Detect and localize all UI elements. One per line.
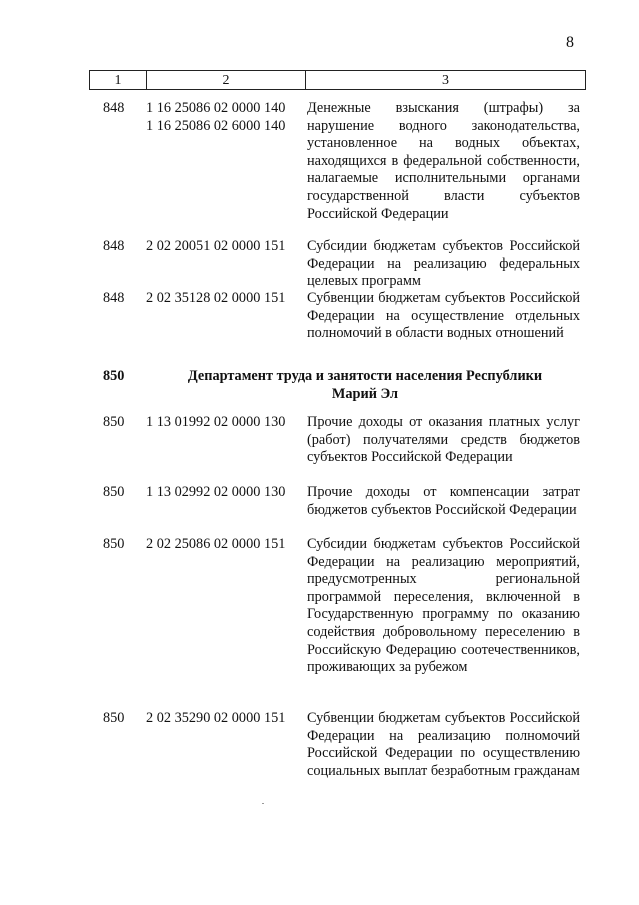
page-number: 8: [566, 34, 574, 51]
income-description: Субсидии бюджетам субъектов Российской Федерации на реализацию мероприятий, предусмотренных региональной программой переселения, включенной в Государственную программу по оказанию содействия добровольному переселению в Российскую Федерацию соотечественников, проживающих за рубежом: [307, 536, 580, 676]
kbk-code: 1 13 02992 02 0000 130: [146, 484, 286, 500]
header-col-2: 2: [147, 71, 306, 90]
kbk-code: 1 16 25086 02 0000 140 1 16 25086 02 6000 140: [146, 100, 286, 134]
income-description: Субвенции бюджетам субъектов Российской Федерации на реализацию полномочий Российской Федерации по осуществлению социальных выплат безработным гражданам: [307, 710, 580, 779]
kbk-code: 1 13 01992 02 0000 130: [146, 414, 286, 430]
admin-code: 850: [103, 484, 125, 500]
kbk-code: 2 02 25086 02 0000 151: [146, 536, 286, 552]
admin-code: 848: [103, 100, 125, 116]
admin-code: 848: [103, 290, 125, 306]
income-description: Субсидии бюджетам субъектов Российской Федерации на реализацию федеральных целевых программ: [307, 238, 580, 290]
income-description: Субвенции бюджетам субъектов Российской Федерации на осуществление отдельных полномочий в области водных отношений: [307, 290, 580, 342]
admin-code: 850: [103, 710, 125, 726]
header-col-1: 1: [90, 71, 147, 90]
kbk-code: 2 02 35290 02 0000 151: [146, 710, 286, 726]
kbk-code: 2 02 35128 02 0000 151: [146, 290, 286, 306]
header-col-3: 3: [306, 71, 586, 90]
scan-speck: [262, 803, 264, 804]
admin-code: 850: [103, 536, 125, 552]
income-description: Прочие доходы от оказания платных услуг (работ) получателями средств бюджетов субъектов Российской Федерации: [307, 414, 580, 466]
column-header-table: [89, 70, 586, 90]
kbk-code: 2 02 20051 02 0000 151: [146, 238, 286, 254]
income-description: Денежные взыскания (штрафы) за нарушение водного законодательства, установленное на водных объектах, находящихся в федеральной собственности, налагаемые исполнительными органами государственной власти субъектов Российской Федерации: [307, 100, 580, 222]
admin-code: 850: [103, 414, 125, 430]
admin-code: 848: [103, 238, 125, 254]
income-description: Прочие доходы от компенсации затрат бюджетов субъектов Российской Федерации: [307, 484, 580, 518]
department-code: 850: [103, 368, 125, 384]
department-title: Департамент труда и занятости населения Республики Марий Эл: [187, 368, 543, 402]
